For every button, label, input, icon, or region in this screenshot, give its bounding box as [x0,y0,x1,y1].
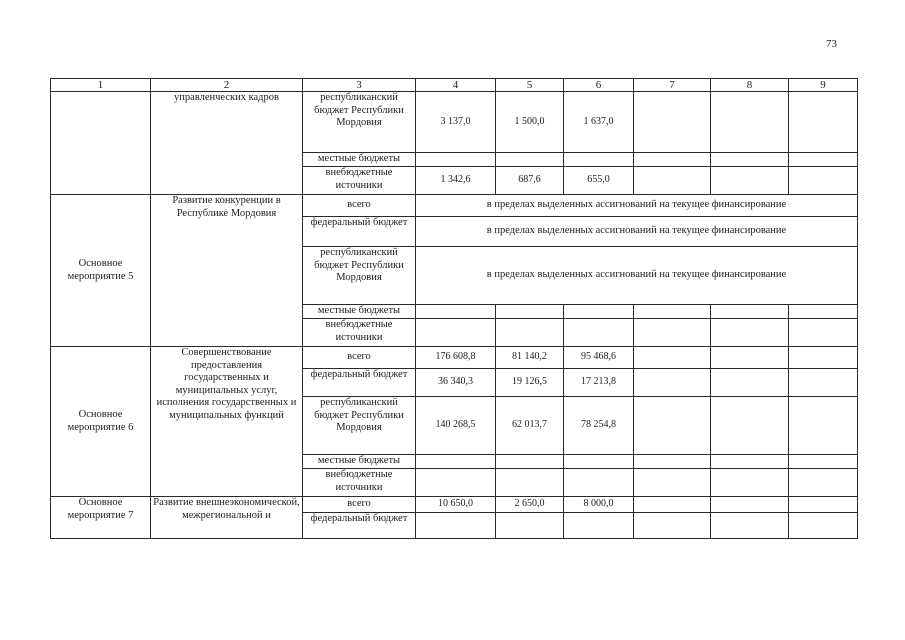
table-row [51,92,858,153]
event-name-cell: управленческих кадров [151,92,303,195]
table-row [51,497,858,513]
col-number: 7 [634,79,711,92]
source-cell: местные бюджеты [303,455,416,469]
value-total: 140 268,5 [416,397,496,455]
col-number: 2 [151,79,303,92]
event-name-cell: Развитие конкуренции в Республике Мордовия [151,195,303,347]
value-total: 176 608,8 [416,347,496,369]
value-republic-year: 655,0 [564,167,634,195]
table-row [51,195,858,217]
source-cell: местные бюджеты [303,305,416,319]
event-name-cell: Развитие внешнеэкономической, межрегиональной и [151,497,303,539]
event-label-cell [51,92,151,195]
event-name-cell: Совершенствование предоставления государственных и муниципальных услуг, исполнения государственных и муниципальных функций [151,347,303,497]
source-cell: республиканский бюджет Республики Мордовия [303,397,416,455]
value-republic-year: 78 254,8 [564,397,634,455]
col-number: 6 [564,79,634,92]
value-total: 36 340,3 [416,369,496,397]
source-cell: федеральный бюджет [303,217,416,247]
col-number: 4 [416,79,496,92]
event-label-cell: Основное мероприятие 6 [51,347,151,497]
source-cell: республиканский бюджет Республики Мордовия [303,247,416,305]
source-cell: внебюджетные источники [303,167,416,195]
value-republic-year: 17 213,8 [564,369,634,397]
source-cell: внебюджетные источники [303,319,416,347]
financing-note: в пределах выделенных ассигнований на текущее финансирование [416,217,858,247]
source-cell: всего [303,497,416,513]
col-number: 5 [496,79,564,92]
source-cell: всего [303,347,416,369]
value-total: 10 650,0 [416,497,496,513]
value-republic-year: 1 637,0 [564,92,634,153]
value-federal-year: 81 140,2 [496,347,564,369]
source-cell: республиканский бюджет Республики Мордовия [303,92,416,153]
source-cell: федеральный бюджет [303,513,416,539]
value-federal-year: 1 500,0 [496,92,564,153]
source-cell: внебюджетные источники [303,469,416,497]
value-federal-year: 19 126,5 [496,369,564,397]
table-row [51,347,858,369]
value-republic-year: 95 468,6 [564,347,634,369]
financing-note: в пределах выделенных ассигнований на текущее финансирование [416,247,858,305]
event-label-cell: Основное мероприятие 5 [51,195,151,347]
col-number: 9 [789,79,858,92]
value-total: 3 137,0 [416,92,496,153]
value-total: 1 342,6 [416,167,496,195]
page-number: 73 [826,38,837,50]
value-republic-year: 8 000,0 [564,497,634,513]
value-federal-year: 687,6 [496,167,564,195]
financing-note: в пределах выделенных ассигнований на текущее финансирование [416,195,858,217]
column-number-row [51,79,858,92]
source-cell: местные бюджеты [303,153,416,167]
event-label-cell: Основное мероприятие 7 [51,497,151,539]
source-cell: всего [303,195,416,217]
source-cell: федеральный бюджет [303,369,416,397]
financing-table [50,78,858,539]
col-number: 3 [303,79,416,92]
col-number: 1 [51,79,151,92]
value-federal-year: 2 650,0 [496,497,564,513]
value-federal-year: 62 013,7 [496,397,564,455]
col-number: 8 [711,79,789,92]
